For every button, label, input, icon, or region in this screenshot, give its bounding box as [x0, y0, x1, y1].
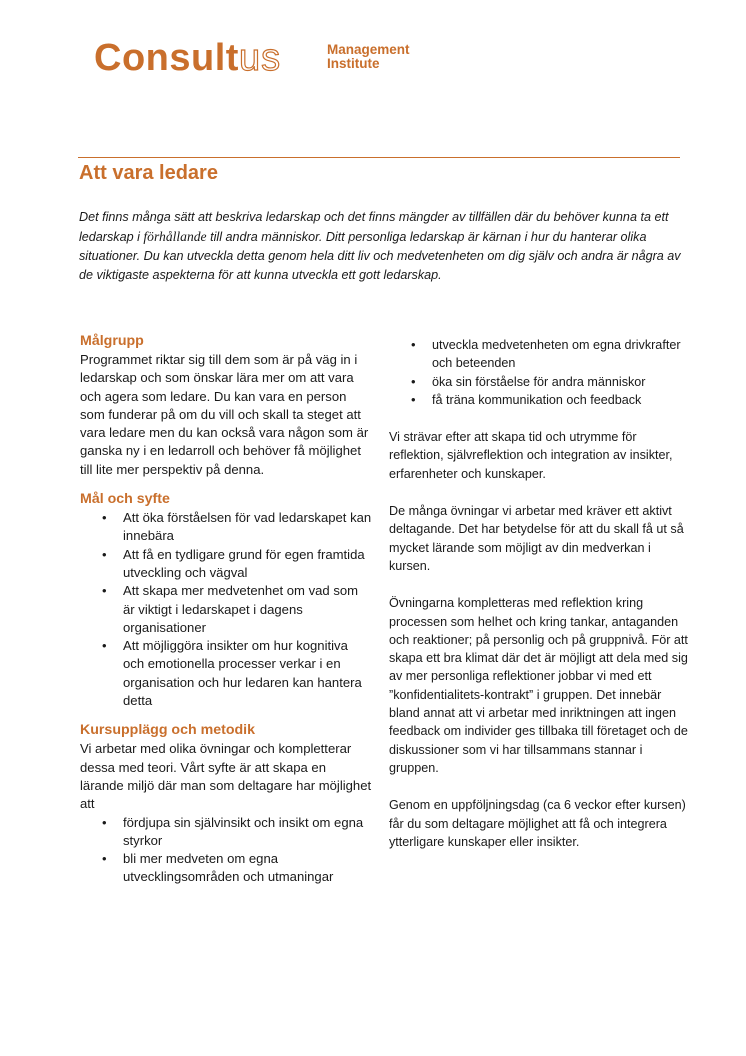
intro-serif-word: förhållande: [143, 229, 207, 244]
bullet-icon: •: [411, 373, 416, 389]
section-heading-malgrupp: Målgrupp: [80, 333, 144, 349]
list-item: • få träna kommunikation och feedback: [432, 391, 689, 409]
right-column: [389, 336, 689, 851]
list-item: • Att möjliggöra insikter om hur kognitiva och emotionella processer verkar i en organisation och hur ledaren kan hantera detta: [102, 638, 362, 709]
mal-list: [80, 509, 372, 710]
list-item: • Att få en tydligare grund för egen framtida utveckling och vägval: [102, 546, 365, 580]
right-paragraph-4: Genom en uppföljningsdag (ca 6 veckor efter kursen) får du som deltagare möjlighet att få och integrera ytterligare kunskaper eller insikter.: [389, 798, 686, 849]
logo-us-outline: us: [238, 37, 282, 79]
bullet-icon: •: [102, 638, 107, 654]
bullet-icon: •: [102, 546, 107, 562]
bullet-icon: •: [102, 510, 107, 526]
bullet-icon: •: [102, 583, 107, 599]
right-paragraph-2: De många övningar vi arbetar med kräver ett aktivt deltagande. Det har betydelse för att du skall få ut så mycket lärande som möjligt av din medverkan i kursen.: [389, 504, 684, 573]
intro-paragraph: Det finns många sätt att beskriva ledarskap och det finns mängder av tillfällen där du behöver kunna ta ett ledarskap i förhållande till andra människor. Ditt personliga ledarskap är kärnan i hur du hanterar olika situationer. Du kan utveckla detta genom hela ditt liv och medvetenheten om dig själv och andra är några av de viktigaste aspekterna för att kunna utveckla ett gott ledarskap.: [79, 210, 681, 282]
logo-subtitle: Management Institute: [327, 42, 410, 71]
list-item: • Att skapa mer medvetenhet om vad som är viktigt i ledarskapet i dagens organisationer: [102, 583, 359, 635]
right-paragraph-1: Vi strävar efter att skapa tid och utrymme för reflektion, självreflektion och integration av insikter, erfarenheter och kunskaper.: [389, 430, 673, 481]
section-heading-kurs: Kursupplägg och metodik: [80, 722, 255, 739]
list-item: • Att öka förståelsen för vad ledarskapet kan innebära: [102, 510, 372, 544]
list-item: • öka sin förståelse för andra människor: [432, 373, 689, 391]
left-column: [80, 331, 372, 887]
list-item: • fördjupa sin självinsikt och insikt om egna styrkor: [102, 814, 364, 848]
logo-wordmark: Consultus: [94, 37, 282, 79]
page-title: Att vara ledare: [79, 162, 218, 184]
malgrupp-text: Programmet riktar sig till dem som är på väg in i ledarskap och som önskar lära mer om att vara och agera som ledare. Du kan vara en person som funderar på om du vill och skall ta steget att vara ledare men du kan också vara någon som är ganska ny i en ledarroll och behöver få möjlighet till lite mer perspektiv på denna.: [80, 352, 369, 477]
right-paragraph-3: Övningarna kompletteras med reflektion kring processen som helhet och kring tankar, antaganden och reaktioner; på personlig och på gruppnivå. För att skapa ett bra klimat där det är möjligt att dela med sig av mer personliga reflektioner jobbar vi med ett ”konfidentialitets-kontrakt” i gruppen. Det innebär bland annat att vi arbetar med inriktningen att ingen feedback om individer ges tillbaka till företaget och de diskussioner som vi har tillsammans stannar i gruppen.: [389, 596, 688, 775]
kurs-list-part2: [389, 336, 689, 409]
kurs-list-part1: [80, 814, 372, 887]
bullet-icon: •: [102, 814, 107, 830]
list-item: • utveckla medvetenheten om egna drivkrafter och beteenden: [411, 337, 681, 371]
bullet-icon: •: [411, 391, 416, 407]
section-heading-mal: Mål och syfte: [80, 491, 170, 508]
header-divider: [78, 157, 680, 158]
bullet-icon: •: [411, 337, 416, 352]
kurs-text: Vi arbetar med olika övningar och kompletterar dessa med teori. Vårt syfte är att skapa en lärande miljö där man som deltagare har möjlighet att: [80, 741, 372, 812]
list-item: • bli mer medveten om egna utvecklingsområden och utmaningar: [102, 851, 334, 885]
bullet-icon: •: [102, 851, 107, 867]
